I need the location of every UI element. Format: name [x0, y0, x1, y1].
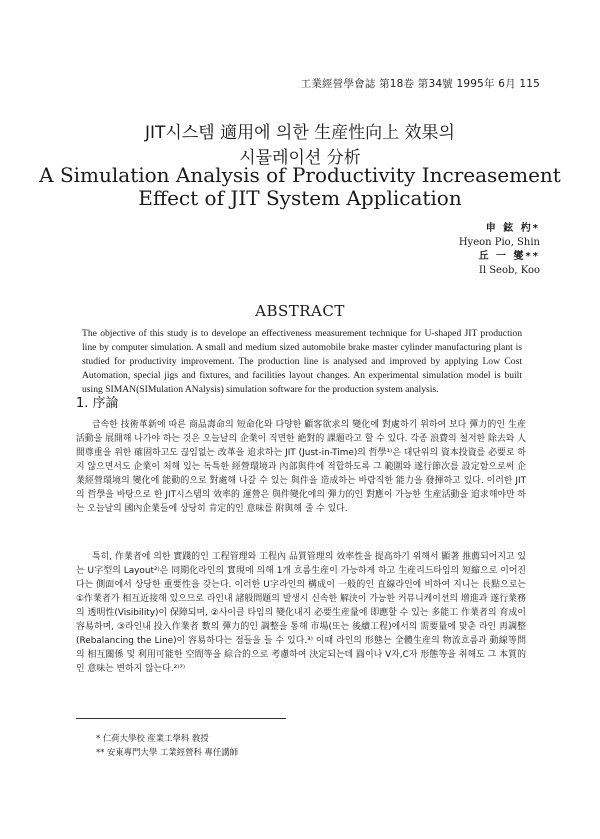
- footnote-2: ** 安東專門大學 工業經營科 專任講師: [96, 747, 238, 757]
- author-1-korean: 申 鉉 杓*: [485, 223, 540, 234]
- author-1-english: Hyeon Pio, Shin: [458, 237, 540, 248]
- abstract-heading: ABSTRACT: [255, 302, 345, 320]
- body-paragraph-1: 급속한 技術革新에 따른 商品壽命의 短命化와 다양한 顧客欲求의 變化에 對處하기 위하여 보다 彈力的인 生産活動을 展開해 나가야 하는 것은 오늘날의 企業이 직면한 絶對的 課題라고 할 수 있다. 각종 浪費의 철저한 除去와 人間尊重을 위한 確固하고도 끊임없는 改革을 追求하는 JIT (Just-in-Time)의 哲學¹⁾은 대단위의 資本投資를 必要로 하지 않으면서도 企業이 처해 있는 독특한 經營環境과 內部與件에 적합하도록 그 範圍와 遂行節次를 設定함으로써 企業經營環境의 變化에 能動的으로 對處해 나갈 수 있는 與件을 造成하는 바람직한 能力을 發揮하고 있다. 이러한 JIT의 哲學을 바탕으로 한 JIT시스템의 效率的 運營은 與件變化에의 彈力的인 對應이 가능한 生産活動을 追求해야만 하는 오늘날의 國內企業들에 상당히 肯定的인 意味를 附與해 줄 수 있다.: [76, 420, 526, 514]
- section-heading: 1. 序論: [76, 396, 119, 411]
- author-2-english: Il Seob, Koo: [478, 265, 540, 276]
- abstract-text: The objective of this study is to develope an effectiveness measurement technique for U-shaped JIT production line by computer simulation. A small and medium sized automobile brake master cylinder manufacturing plant is studied for productivity improvement. The production line is analysed and improved by applying Low Cost Automation, special jigs and fixtures, and facilities layout changes. An experimental simulation model is built using SIMAN(SIMulation ANalysis) simulation software for the production system analysis.: [82, 328, 522, 395]
- body-paragraph-2: 특히, 作業者에 의한 實踐的인 工程管理와 工程內 品質管理의 效率性을 提高하기 위해서 顯著 推薦되어지고 있는 U字型의 Layout²⁾은 同期化라인의 實現에 의해 1개 흐름生産이 가능하게 하고 生産리드타임의 短縮으로 이어진다는 側面에서 상당한 重要性을 갖는다. 이러한 U字라인의 構成이 一般的인 直線라인에 비하여 지니는 長點으로는 ①作業者가 相互近接해 있으므로 라인내 諸般問題의 발생시 신속한 解決이 가능한 커뮤니케이션의 增進과 遂行業務의 透明性(Visibility)이 保障되며, ②사이클 타임의 變化내지 必要生産量에 即應할 수 있는 多能工 作業者의 育成이 容易하며, ③라인내 投入作業者 數의 彈力的인 調整을 통해 市場(또는 後續工程)에서의 需要量에 맞춘 라인 再調整(Rebalancing the Line)이 容易하다는 점들을 들 수 있다.³⁾ 이때 라인의 形態는 全體生産의 物流흐름과 動線等問의 相互關係 및 利用可能한 空間等을 綜合的으로 考慮하여 決定되는데 圓이나 V자,C자 形態等을 취해도 그 本質的인 意味는 변하지 않는다.²⁾⁷⁾: [76, 552, 526, 674]
- title-english-line1: A Simulation Analysis of Productivity Increasement: [39, 163, 561, 187]
- title-korean-line2: 시뮬레이션 分析: [239, 148, 361, 168]
- title-korean-line1: JIT시스템 適用에 의한 生産性向上 效果의: [145, 123, 455, 143]
- footnote-1: * 仁荷大學校 産業工學科 敎授: [96, 733, 209, 743]
- title-english-line2: Effect of JIT System Application: [138, 186, 462, 210]
- author-2-korean: 丘 一 燮**: [478, 251, 540, 262]
- footnote-divider: [76, 718, 286, 719]
- journal-header: 工業經營學會誌 第18卷 第34號 1995年 6月 115: [300, 78, 540, 90]
